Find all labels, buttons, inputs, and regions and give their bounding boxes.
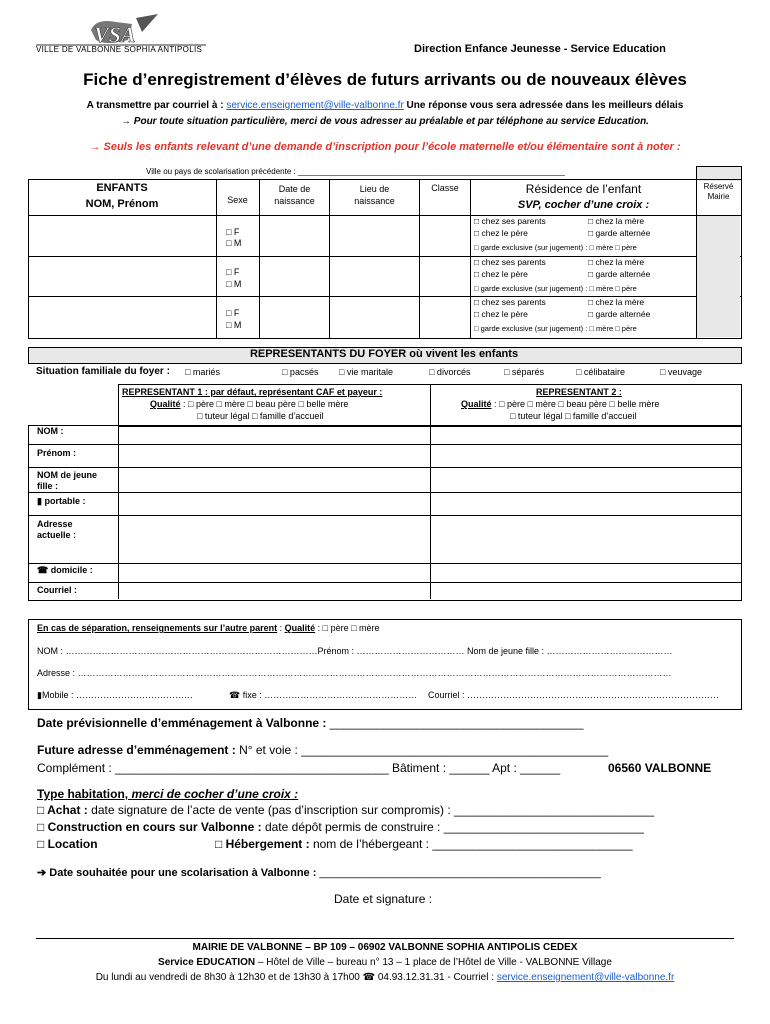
hebergement-label: □ Hébergement : (215, 837, 313, 851)
construction-text: date dépôt permis de construire : (264, 820, 444, 834)
footer-divider (36, 938, 734, 939)
sex-m-1[interactable]: □ M (226, 238, 242, 248)
rep1-qual-label: Qualité (150, 399, 181, 409)
date-line: ______________________________________ (329, 716, 584, 730)
separation-qual: Qualité (284, 623, 316, 633)
complement-line[interactable] (37, 761, 560, 775)
footer-address: – Hôtel de Ville – bureau n° 13 – 1 place de l’Hôtel de Ville - VALBONNE Village (255, 957, 612, 968)
situation-vie-maritale[interactable]: □ vie maritale (339, 367, 393, 377)
res-mere-1[interactable]: □ chez la mère (588, 216, 645, 226)
res-alternee-1[interactable]: □ garde alternée (588, 228, 651, 238)
footer-line3 (0, 972, 770, 983)
sex-m-3[interactable]: □ M (226, 320, 242, 330)
achat-line: ______________________________ (453, 803, 655, 817)
date-label: Date prévisionnelle d’emménagement à Valbonne : (37, 716, 330, 730)
res-pere-2[interactable]: □ chez le père (474, 269, 528, 279)
mobile-icon: ▮ (37, 496, 42, 506)
header-lieu: Lieu de naissance (354, 184, 395, 206)
domicile-label: domicile : (50, 565, 93, 575)
send-instruction (0, 100, 770, 111)
row-domicile (37, 565, 93, 576)
separation-fixe-line[interactable] (229, 690, 417, 701)
prev-school-label: Ville ou pays de scolarisation précédente : ____________________________________________________________ (146, 167, 565, 176)
complement-label: Complément : (37, 761, 116, 775)
reserve-column (697, 216, 740, 337)
situation-divorces[interactable]: □ divorcés (429, 367, 471, 377)
habitation-title (37, 787, 298, 801)
phone-icon: ☎ (362, 972, 376, 983)
date-emmenagement[interactable] (37, 716, 583, 730)
city-label: 06560 VALBONNE (608, 761, 712, 775)
scolarisation-line[interactable] (37, 866, 601, 879)
direction-label: Direction Enfance Jeunesse - Service Education (414, 43, 666, 55)
rep2-title: REPRESENTANT 2 : (536, 387, 622, 397)
header-reserve: Réservé Mairie (703, 182, 734, 201)
achat-text: date signature de l’acte de vente (pas d’inscription sur compromis) : (91, 803, 454, 817)
situation-maries[interactable]: □ mariés (185, 367, 220, 377)
send-prefix: A transmettre par courriel à : (86, 100, 227, 111)
footer-email-link[interactable]: service.enseignement@ville-valbonne.fr (496, 972, 675, 983)
phone-icon: ☎ (37, 565, 49, 575)
situation-label: Situation familiale du foyer : (36, 366, 170, 377)
sex-f-2[interactable]: □ F (226, 267, 240, 277)
header-classe: Classe (431, 183, 459, 193)
header-residence-sub: SVP, cocher d’une croix : (517, 199, 650, 211)
construction-label: □ Construction en cours sur Valbonne : (37, 820, 265, 834)
header-enfants: ENFANTS (96, 182, 148, 194)
hebergement-text: nom de l’hébergeant : (312, 837, 433, 851)
rep2-opts[interactable]: : □ père □ mère □ beau père □ belle mère (491, 399, 660, 409)
res-exclusive-1[interactable]: □ garde exclusive (sur jugement) : □ mère □ père (474, 243, 637, 252)
res-mere-3[interactable]: □ chez la mère (588, 297, 645, 307)
res-pere-1[interactable]: □ chez le père (474, 228, 528, 238)
rep1-qualite (150, 399, 348, 409)
scolarisation-label: Date souhaitée pour une scolarisation à Valbonne : (49, 867, 320, 879)
habitation-location[interactable]: □ Location (37, 837, 98, 851)
situation-separes[interactable]: □ séparés (504, 367, 544, 377)
situation-pacses[interactable]: □ pacsés (282, 367, 319, 377)
rep-grid (28, 425, 742, 601)
portable-label: portable : (44, 496, 86, 506)
warning-note: → Seuls les enfants relevant d’une demande d’inscription pour l’école maternelle et/ou élémentaire sont à noter : (89, 141, 681, 153)
apt-blank: ______ (520, 761, 561, 775)
arrow-right-icon: ➔ (37, 867, 50, 879)
batiment-blank: ______ (449, 761, 490, 775)
email-link[interactable]: service.enseignement@ville-valbonne.fr (226, 100, 404, 111)
res-alternee-3[interactable]: □ garde alternée (588, 309, 651, 319)
res-parents-2[interactable]: □ chez ses parents (474, 257, 546, 267)
separation-header: En cas de séparation, renseignements sur l’autre parent : Qualité : □ père □ mère (37, 623, 380, 633)
page-title: Fiche d’enregistrement d’élèves de futurs arrivants ou de nouveaux élèves (83, 70, 687, 89)
separation-title: En cas de séparation, renseignements sur l’autre parent (37, 623, 278, 633)
header-sexe: Sexe (227, 195, 248, 205)
rep1-title: REPRESENTANT 1 : par défaut, représentant CAF et payeur : (122, 387, 383, 397)
row-prenom: Prénom : (37, 448, 77, 458)
send-suffix: Une réponse vous sera adressée dans les meilleurs délais (403, 100, 684, 111)
row-courriel: Courriel : (37, 585, 78, 595)
batiment-label: Bâtiment : (388, 761, 450, 775)
res-parents-1[interactable]: □ chez ses parents (474, 216, 546, 226)
rep1-opts2[interactable]: □ tuteur légal □ famille d’accueil (197, 411, 324, 421)
footer-line2 (0, 957, 770, 968)
representants-title: REPRESENTANTS DU FOYER où vivent les enfants (249, 348, 519, 360)
phone-icon: ☎ (229, 690, 241, 700)
separation-mobile-line[interactable] (37, 690, 193, 701)
res-pere-3[interactable]: □ chez le père (474, 309, 528, 319)
habitation-title-italic: merci de cocher d’une croix : (131, 787, 299, 801)
header-nom-prenom: NOM, Prénom (85, 198, 159, 210)
separation-opts[interactable]: : □ père □ mère (315, 623, 380, 633)
res-exclusive-3[interactable]: □ garde exclusive (sur jugement) : □ mère □ père (474, 324, 637, 333)
separation-adresse-line[interactable]: Adresse : ……………………………………………………………………………………………………………………………………………………………………………… (37, 668, 672, 678)
signature-label: Date et signature : (334, 892, 433, 906)
res-mere-2[interactable]: □ chez la mère (588, 257, 645, 267)
habitation-title-text: Type habitation, (37, 787, 132, 801)
situation-veuvage[interactable]: □ veuvage (660, 367, 702, 377)
footer-phone: 04.93.12.31.31 - Courriel : (375, 972, 497, 983)
sex-f-3[interactable]: □ F (226, 308, 240, 318)
header-date: Date de naissance (274, 184, 315, 206)
construction-line: ______________________________ (443, 820, 644, 834)
separation-courriel-line[interactable]: Courriel : ………………………………………………………………………… (428, 690, 720, 700)
sex-m-2[interactable]: □ M (226, 279, 242, 289)
habitation-achat[interactable] (37, 803, 654, 817)
situation-celibataire[interactable]: □ célibataire (576, 367, 625, 377)
rep2-qual-label: Qualité (461, 399, 492, 409)
svg-text:VSA: VSA (94, 22, 136, 47)
row-adresse: Adresse actuelle : (37, 519, 77, 540)
sex-f-1[interactable]: □ F (226, 227, 240, 237)
row-portable (37, 496, 85, 507)
future-voie: N° et voie : (239, 743, 302, 757)
row-nom-jeune: NOM de jeune fille : (37, 470, 98, 491)
habitation-hebergement[interactable] (215, 837, 633, 851)
rep2-opts2[interactable]: □ tuteur légal □ famille d’accueil (510, 411, 637, 421)
logo-text: VILLE DE VALBONNE SOPHIA ANTIPOLIS (36, 45, 203, 54)
footer-hours: Du lundi au vendredi de 8h30 à 12h30 et de 13h30 à 17h00 (95, 972, 363, 983)
apt-label: Apt : (489, 761, 521, 775)
hebergement-line: ______________________________ (432, 837, 633, 851)
row-nom: NOM : (37, 426, 64, 436)
phone-note: → Pour toute situation particulière, merci de vous adresser au préalable et par téléphone au service Education. (121, 116, 649, 127)
footer-service: Service EDUCATION (158, 957, 256, 968)
separation-nom-line[interactable]: NOM : …………………………………………………………………………Prénom : ……………………………… Nom de jeune fille : …………………………………… (37, 646, 673, 656)
separation-fixe: fixe : …………………………………………… (242, 690, 418, 700)
footer-line1: MAIRIE DE VALBONNE – BP 109 – 06902 VALBONNE SOPHIA ANTIPOLIS CEDEX (192, 942, 578, 953)
res-alternee-2[interactable]: □ garde alternée (588, 269, 651, 279)
future-line: ______________________________________________ (301, 743, 609, 757)
separation-mobile: Mobile : ………………………………… (41, 690, 193, 700)
rep2-qualite (461, 399, 659, 409)
mobile-icon: ▮ (37, 690, 42, 700)
res-parents-3[interactable]: □ chez ses parents (474, 297, 546, 307)
habitation-construction[interactable] (37, 820, 644, 834)
future-label: Future adresse d’emménagement : (37, 743, 240, 757)
res-exclusive-2[interactable]: □ garde exclusive (sur jugement) : □ mère □ père (474, 284, 637, 293)
achat-label: □ Achat : (37, 803, 92, 817)
scolarisation-blank: ______________________________________________ (319, 867, 601, 879)
header-residence: Résidence de l’enfant (525, 182, 642, 196)
rep1-opts[interactable]: : □ père □ mère □ beau père □ belle mère (180, 399, 349, 409)
future-adresse[interactable] (37, 743, 608, 757)
complement-blank: _________________________________________ (115, 761, 389, 775)
